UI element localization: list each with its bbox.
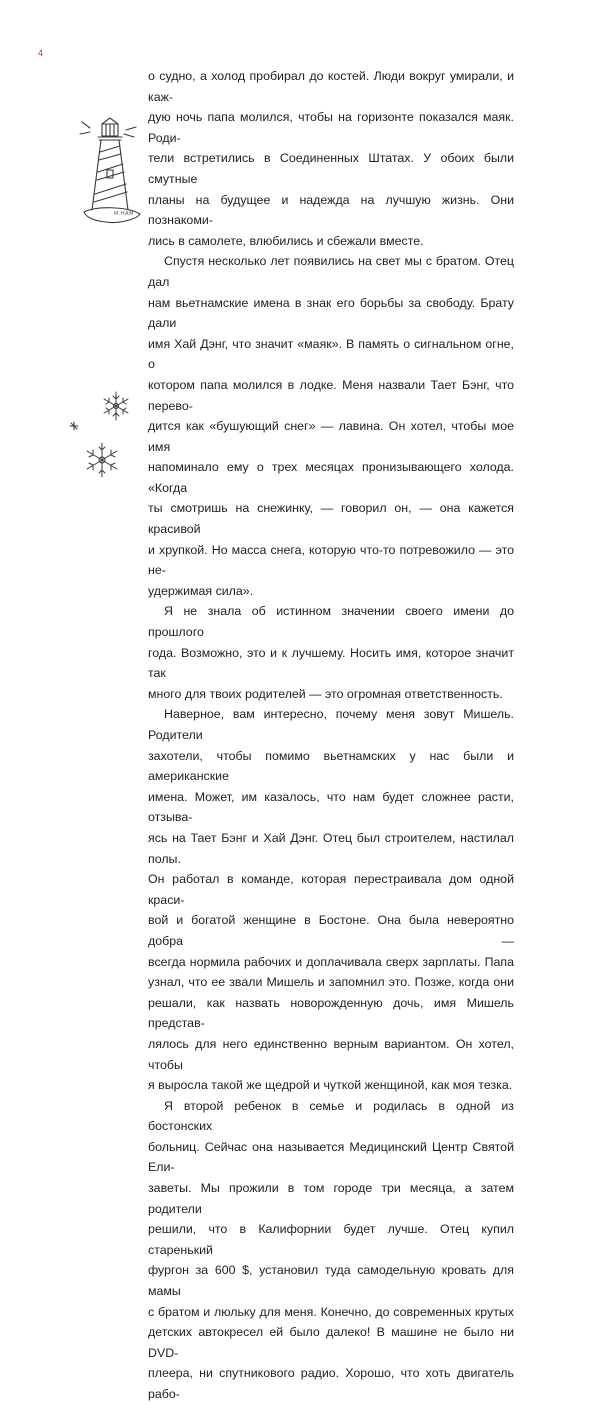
body-line: детских автокресел ей было далеко! В машине не было ни DVD-	[148, 1325, 514, 1360]
body-line: и хрупкой. Но масса снега, которую что-то потревожило — это не-	[148, 542, 514, 578]
body-line: лялось для него единственно верным вариантом. Он хотел, чтобы	[148, 1036, 514, 1072]
body-line: решили, что в Калифорнии будет лучше. Отец купил старенький	[148, 1222, 514, 1257]
body-line: нам вьетнамские имена в знак его борьбы за свободу. Брату дали	[148, 295, 514, 331]
body-line: имена. Может, им казалось, что нам будет сложнее расти, отзыва-	[148, 789, 514, 825]
body-line: всегда нормила рабочих и доплачивала сверх зарплаты. Папа	[148, 954, 514, 969]
body-line: решали, как назвать новорожденную дочь, имя Мишель представ-	[148, 995, 514, 1031]
body-line: с братом и люльку для меня. Конечно, до современных крутых	[148, 1304, 514, 1319]
body-line: Он работал в команде, которая перестраивала дом одной краси-	[148, 872, 514, 907]
lighthouse-signature: M.HAM	[114, 211, 134, 217]
snowflakes-illustration	[64, 380, 144, 490]
body-line: плеера, ни спутникового радио. Хорошо, что хоть двигатель рабо-	[148, 1366, 514, 1401]
body-line: Наверное, вам интересно, почему меня зовут Мишель. Родители	[148, 707, 514, 742]
lighthouse-icon	[76, 110, 146, 230]
page-number: 4	[38, 48, 44, 58]
body-line: фургон за 600 $, установил туда самодельную кровать для мамы	[148, 1263, 514, 1299]
body-line: имя Хай Дэнг, что значит «маяк». В память о сигнальном огне, о	[148, 336, 514, 372]
body-line: котором папа молился в лодке. Меня назвали Тает Бэнг, что перево-	[148, 377, 514, 413]
body-line: я выросла такой же щедрой и чуткой женщиной, как моя тезка.	[148, 1078, 513, 1093]
body-line: года. Возможно, это и к лучшему. Носить имя, которое значит так	[148, 645, 514, 681]
body-line: удержимая сила».	[148, 583, 254, 598]
body-line: о судно, а холод пробирал до костей. Люди вокруг умирали, и каж-	[148, 69, 514, 104]
body-line: дится как «бушующий снег» — лавина. Он хотел, чтобы мое имя	[148, 419, 514, 454]
body-line: вой и богатой женщине в Бостоне. Она была невероятно добра —	[148, 913, 514, 948]
body-line: узнал, что ее звали Мишель и запомнил это. Позже, когда они	[148, 975, 514, 990]
body-line: ты смотришь на снежинку, — говорил он, — она кажется красивой	[148, 501, 514, 537]
body-line: ясь на Тает Бэнг и Хай Дэнг. Отец был строителем, настилал полы.	[148, 830, 514, 866]
body-line: Я не знала об истинном значении своего имени до прошлого	[148, 604, 514, 640]
body-line: захотели, чтобы помимо вьетнамских у нас были и американские	[148, 748, 514, 784]
body-line: больниц. Сейчас она называется Медицинский Центр Святой Ели-	[148, 1139, 514, 1175]
body-line: тели встретились в Соединенных Штатах. У обоих были смутные	[148, 151, 514, 186]
body-line: планы на будущее и надежда на лучшую жизнь. Они познакоми-	[148, 192, 514, 228]
body-line: заветы. Мы прожили в том городе три месяца, а затем родители	[148, 1181, 514, 1216]
body-line: много для твоих родителей — это огромная ответственность.	[148, 686, 503, 701]
body-line: лись в самолете, влюбились и сбежали вместе.	[148, 233, 424, 248]
body-line: Я второй ребенок в семье и родилась в одной из бостонских	[148, 1098, 514, 1134]
body-text	[148, 66, 514, 1405]
body-line: Спустя несколько лет появились на свет мы с братом. Отец дал	[148, 254, 514, 289]
lighthouse-illustration	[76, 110, 146, 230]
body-line: напоминало ему о трех месяцах пронизывающего холода. «Когда	[148, 460, 514, 495]
body-line: дую ночь папа молился, чтобы на горизонте показался маяк. Роди-	[148, 110, 514, 145]
snowflake-icon	[64, 380, 144, 490]
